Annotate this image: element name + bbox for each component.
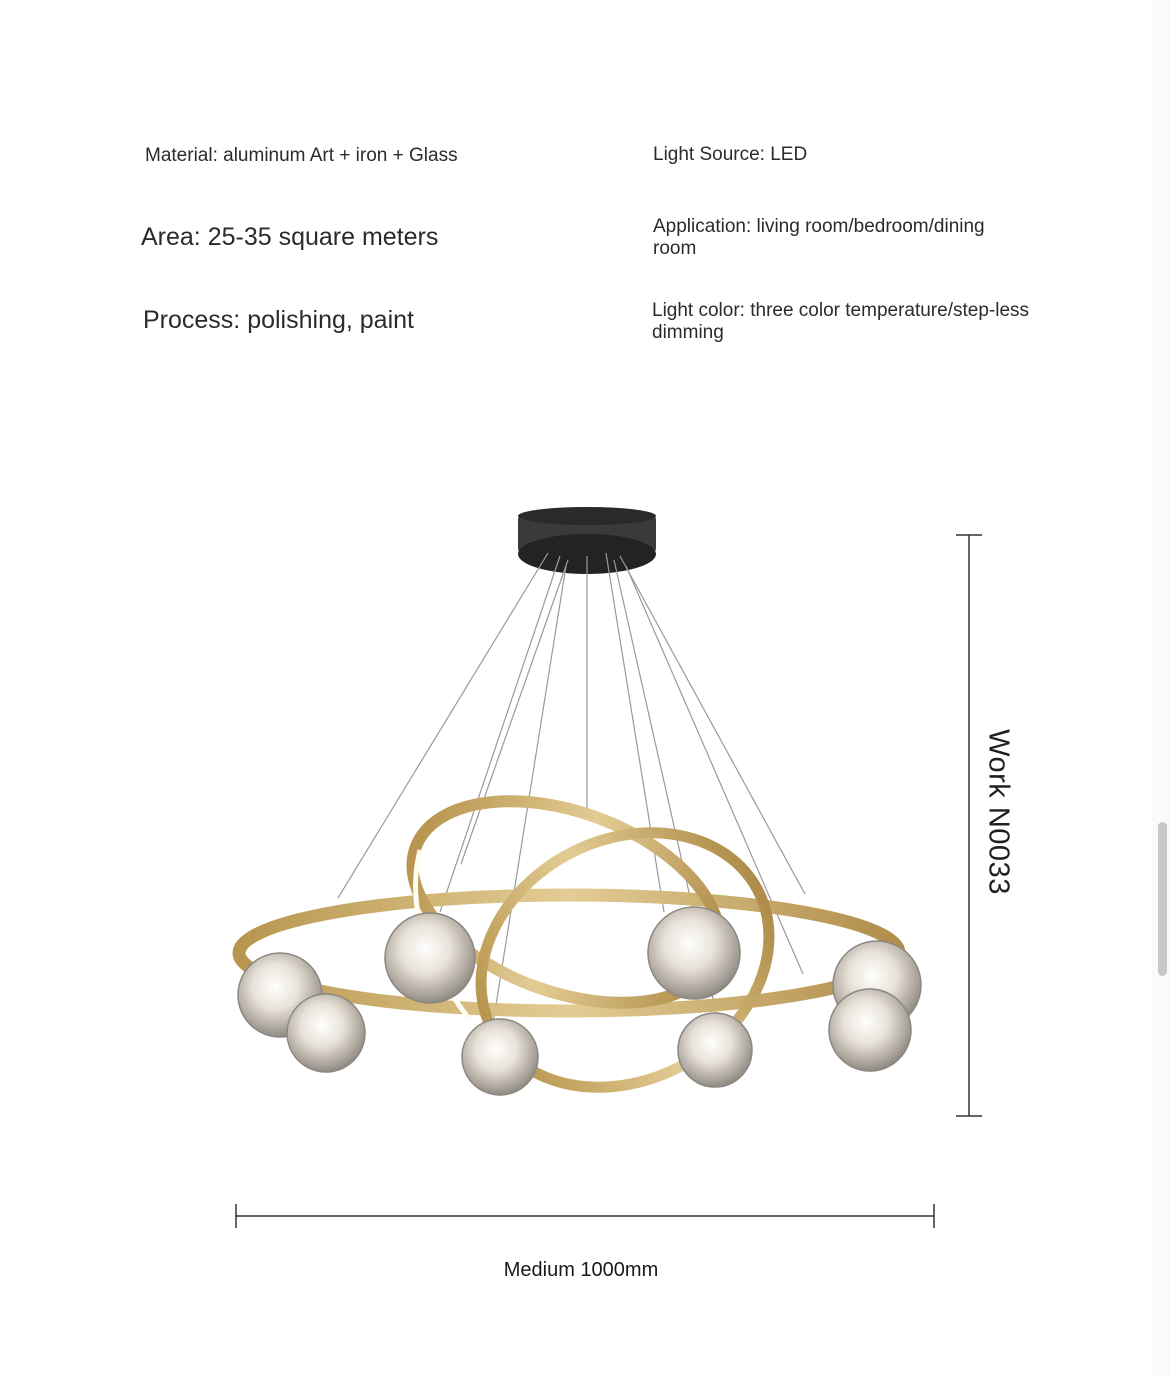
- spec-area: Area: 25-35 square meters: [141, 223, 439, 251]
- globe-6: [678, 1013, 752, 1087]
- scrollbar-thumb[interactable]: [1158, 822, 1167, 976]
- scrollbar-track[interactable]: [1152, 0, 1170, 1377]
- width-dimension-line: [236, 1204, 934, 1228]
- gold-rings: [239, 763, 899, 1137]
- spec-application: Application: living room/bedroom/dining room: [653, 216, 985, 259]
- height-dimension-line: [956, 535, 982, 1116]
- globe-2: [287, 994, 365, 1072]
- spec-light-source: Light Source: LED: [653, 144, 808, 165]
- width-dimension-label: Medium 1000mm: [503, 1259, 659, 1281]
- spec-light-color: Light color: three color temperature/step-less dimming: [652, 300, 1030, 343]
- globe-3: [385, 913, 475, 1003]
- spec-process: Process: polishing, paint: [143, 306, 414, 334]
- globe-4: [462, 1019, 538, 1095]
- globe-8: [829, 989, 911, 1071]
- spec-material: Material: aluminum Art + iron + Glass: [145, 145, 458, 166]
- globe-5: [648, 907, 740, 999]
- height-dimension-label: Work N0033: [982, 729, 1015, 895]
